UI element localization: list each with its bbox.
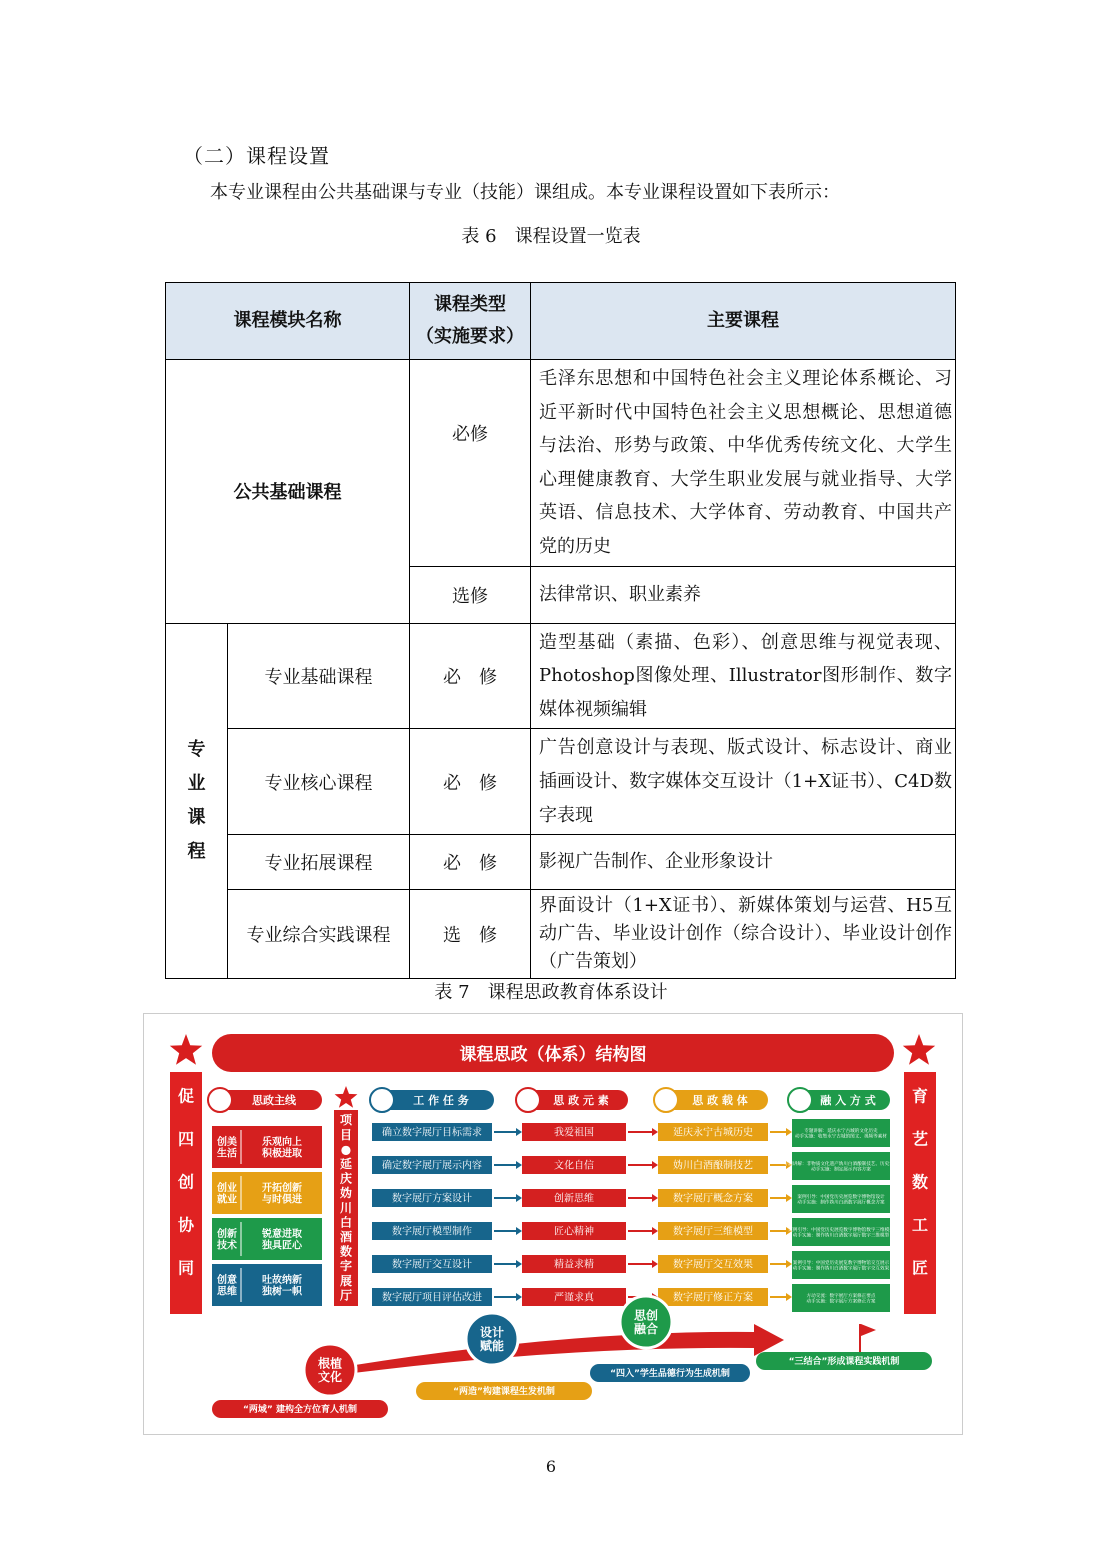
table-row xyxy=(166,360,956,567)
element-label: 精益求精 xyxy=(554,1259,594,1271)
element-label: 我爱祖国 xyxy=(554,1127,594,1139)
pro-row-name: 专业综合实践课程 xyxy=(228,890,410,979)
column-header-icon xyxy=(516,1088,540,1112)
table-header-row xyxy=(166,283,956,360)
public-module-name: 公共基础课程 xyxy=(166,360,410,624)
mechanism-banner-label: “两造”构建课程生发机制 xyxy=(453,1387,555,1398)
row-arrow-head xyxy=(516,1128,522,1136)
row-arrow-head xyxy=(786,1194,792,1202)
pro-row-type: 必 修 xyxy=(410,729,531,835)
professional-group-name xyxy=(166,623,228,979)
element-label: 文化自信 xyxy=(554,1160,594,1172)
project-label-char: 酒 xyxy=(339,1230,353,1244)
group-char: 专 xyxy=(187,738,206,760)
project-label-char: 字 xyxy=(339,1259,353,1274)
pro-row-name: 专业核心课程 xyxy=(228,729,410,835)
right-pillar xyxy=(904,1072,936,1314)
mainline-left: 创新技术 xyxy=(217,1228,237,1252)
pro-row-courses: 界面设计（1+X证书）、新媒体策划与运营、H5互动广告、毕业设计创作（综合设计）、毕业设计创作（广告策划） xyxy=(531,890,956,979)
public-elective-courses: 法律常识、职业素养 xyxy=(531,566,956,623)
mainline-right: 乐观向上积极进取 xyxy=(262,1136,302,1160)
row-arrow-head xyxy=(652,1128,658,1136)
column-header-label: 融 入 方 式 xyxy=(820,1093,876,1107)
mechanism-banner-label: “三结合”形成课程实践机制 xyxy=(788,1357,900,1368)
project-label-char: ● xyxy=(340,1142,352,1157)
header-type-line1: 课程类型 xyxy=(434,294,506,315)
task-label: 数字展厅方案设计 xyxy=(392,1193,472,1205)
row-arrow-head xyxy=(652,1227,658,1235)
right-star-icon xyxy=(903,1034,935,1065)
column-header-label: 思 政 元 素 xyxy=(553,1093,609,1107)
carrier-label: 数字展厅交互效果 xyxy=(673,1259,753,1271)
pro-row-courses: 广告创意设计与表现、版式设计、标志设计、商业插画设计、数字媒体交互设计（1+X证书）、C4D数字表现 xyxy=(531,729,956,835)
mechanism-banner-label: “两域” 建构全方位育人机制 xyxy=(243,1405,357,1416)
right-pillar-char: 育 xyxy=(911,1086,929,1106)
public-elective-type: 选修 xyxy=(410,566,531,623)
row-arrow-head xyxy=(516,1161,522,1169)
row-arrow-head xyxy=(516,1227,522,1235)
task-label: 数字展厅项目评估改进 xyxy=(382,1292,482,1304)
carrier-label: 延庆永宁古城历史 xyxy=(673,1127,753,1139)
pro-row-name: 专业拓展课程 xyxy=(228,835,410,890)
column-header-label: 工 作 任 务 xyxy=(413,1093,469,1107)
carrier-label: 数字展厅概念方案 xyxy=(673,1193,753,1205)
table-row xyxy=(166,729,956,835)
page-number: 6 xyxy=(545,1457,557,1476)
carrier-label: 妫川白酒酿制技艺 xyxy=(673,1160,753,1172)
table-row xyxy=(166,890,956,979)
column-header-icon xyxy=(208,1088,232,1112)
method-label: 案例引导：中国党历史展览数字博物馆设计动手实施：制作妫川白酒数字展厅概念方案 xyxy=(797,1194,885,1206)
mainline-left: 创美生活 xyxy=(217,1136,237,1160)
group-char: 程 xyxy=(187,840,206,862)
group-char: 业 xyxy=(187,772,206,794)
project-label-char: 目 xyxy=(339,1127,353,1142)
left-pillar-char: 同 xyxy=(177,1258,195,1278)
column-header-label: 思政主线 xyxy=(252,1093,296,1107)
section-intro: 本专业课程由公共基础课与专业（技能）课组成。本专业课程设置如下表所示： xyxy=(210,182,840,203)
row-arrow-head xyxy=(652,1260,658,1268)
diagram-title: 课程思政（体系）结构图 xyxy=(459,1044,647,1065)
pro-row-type: 选 修 xyxy=(410,890,531,979)
section-heading: （二）课程设置 xyxy=(183,144,330,168)
mainline-right: 吐故纳新独树一帜 xyxy=(262,1274,302,1298)
table-caption: 表 6 课程设置一览表 xyxy=(461,226,641,247)
project-star-icon xyxy=(335,1086,358,1108)
project-label-char: 数 xyxy=(339,1244,353,1259)
right-pillar-char: 匠 xyxy=(911,1258,929,1278)
method-label: 案例引导：中国党历史展览数字博物馆交互展示动手实施：制作妫川白酒数字展厅数字交互效果 xyxy=(792,1260,890,1272)
flag-icon xyxy=(861,1324,876,1336)
stage-circle-label: 设计赋能 xyxy=(479,1325,505,1354)
method-label: 专题讲解：延庆永宁古城的文化历史动手实施：收集永宁古城的图文、视频等素材 xyxy=(795,1128,887,1140)
project-label-char: 延 xyxy=(339,1157,353,1171)
right-pillar-char: 艺 xyxy=(911,1129,929,1149)
row-arrow-head xyxy=(652,1194,658,1202)
row-arrow-head xyxy=(652,1161,658,1169)
pro-row-name: 专业基础课程 xyxy=(228,623,410,729)
left-pillar xyxy=(170,1072,202,1314)
header-main: 主要课程 xyxy=(531,283,956,360)
project-label-char: 白 xyxy=(339,1215,353,1230)
left-pillar-char: 协 xyxy=(177,1215,195,1235)
element-label: 严谨求真 xyxy=(554,1292,594,1304)
header-module: 课程模块名称 xyxy=(166,283,410,360)
left-pillar-char: 四 xyxy=(177,1129,195,1149)
public-required-courses: 毛泽东思想和中国特色社会主义理论体系概论、习近平新时代中国特色社会主义思想概论、思想道德与法治、形势与政策、中华优秀传统文化、大学生心理健康教育、大学生职业发展与就业指导、大学英语、信息技术、大学体育、劳动教育、中国共产党的历史 xyxy=(531,360,956,567)
figure-caption: 表 7 课程思政教育体系设计 xyxy=(434,982,668,1003)
ideology-structure-diagram xyxy=(143,1013,963,1435)
row-arrow-head xyxy=(786,1128,792,1136)
structure-diagram-svg xyxy=(144,1014,962,1434)
method-label: 专题讲解：非物质文化遗产妫川白酒酿制技艺、历史发展动手实施：制定展示内容方案 xyxy=(783,1161,899,1173)
carrier-label: 数字展厅修正方案 xyxy=(673,1292,753,1304)
mainline-left: 创业就业 xyxy=(217,1182,237,1206)
right-pillar-char: 数 xyxy=(911,1172,929,1192)
column-header-icon xyxy=(788,1088,812,1112)
project-label-char: 川 xyxy=(339,1200,353,1215)
table-row xyxy=(166,623,956,729)
method-label: 案例引导：中国党历史展览数字博物馆数字三维模型动手实施：制作妫川白酒数字展厅数字三维模型 xyxy=(788,1227,894,1239)
left-star-icon xyxy=(170,1034,202,1065)
header-type-line2: （实施要求） xyxy=(416,326,524,347)
project-label-char: 厅 xyxy=(339,1288,353,1303)
public-required-type: 必修 xyxy=(410,360,531,567)
group-char: 课 xyxy=(187,806,206,828)
project-label-char: 展 xyxy=(339,1273,353,1288)
project-label-char: 庆 xyxy=(339,1171,353,1186)
left-pillar-char: 促 xyxy=(177,1086,195,1106)
stage-circle-label: 思创融合 xyxy=(633,1308,659,1337)
stage-circle-label: 根植文化 xyxy=(317,1356,343,1385)
project-label-char: 妫 xyxy=(339,1186,353,1201)
header-type xyxy=(410,283,531,360)
course-table xyxy=(165,282,956,979)
row-arrow-head xyxy=(516,1293,522,1301)
row-arrow-head xyxy=(516,1260,522,1268)
pro-row-type: 必 修 xyxy=(410,835,531,890)
task-label: 数字展厅交互设计 xyxy=(392,1259,472,1271)
task-label: 确定数字展厅展示内容 xyxy=(382,1160,482,1172)
pro-row-courses: 影视广告制作、企业形象设计 xyxy=(531,835,956,890)
row-arrow-head xyxy=(516,1194,522,1202)
pro-row-courses: 造型基础（素描、色彩）、创意思维与视觉表现、Photoshop图像处理、Illustrator图形制作、数字媒体视频编辑 xyxy=(531,623,956,729)
task-label: 确立数字展厅目标需求 xyxy=(382,1127,482,1139)
row-arrow-head xyxy=(786,1260,792,1268)
task-label: 数字展厅模型制作 xyxy=(392,1226,472,1238)
column-header-icon xyxy=(654,1088,678,1112)
right-pillar-char: 工 xyxy=(911,1215,929,1235)
element-label: 创新思维 xyxy=(554,1193,594,1205)
project-label-char: 项 xyxy=(339,1113,353,1128)
carrier-label: 数字展厅三维模型 xyxy=(673,1226,753,1238)
row-arrow-head xyxy=(786,1293,792,1301)
mainline-right: 锐意进取独具匠心 xyxy=(262,1228,302,1252)
mainline-left: 创意思维 xyxy=(217,1274,237,1298)
method-label: 方动交流：数字展厅方案修正要点动手实施：数字展厅方案修正方案 xyxy=(806,1293,876,1305)
mainline-right: 开拓创新与时俱进 xyxy=(262,1182,302,1206)
column-header-icon xyxy=(370,1088,394,1112)
pro-row-type: 必 修 xyxy=(410,623,531,729)
column-header-label: 思 政 载 体 xyxy=(692,1093,748,1107)
left-pillar-char: 创 xyxy=(177,1172,195,1192)
mechanism-banner-label: “四入”学生品德行为生成机制 xyxy=(610,1369,730,1380)
table-row xyxy=(166,835,956,890)
element-label: 匠心精神 xyxy=(554,1226,594,1238)
